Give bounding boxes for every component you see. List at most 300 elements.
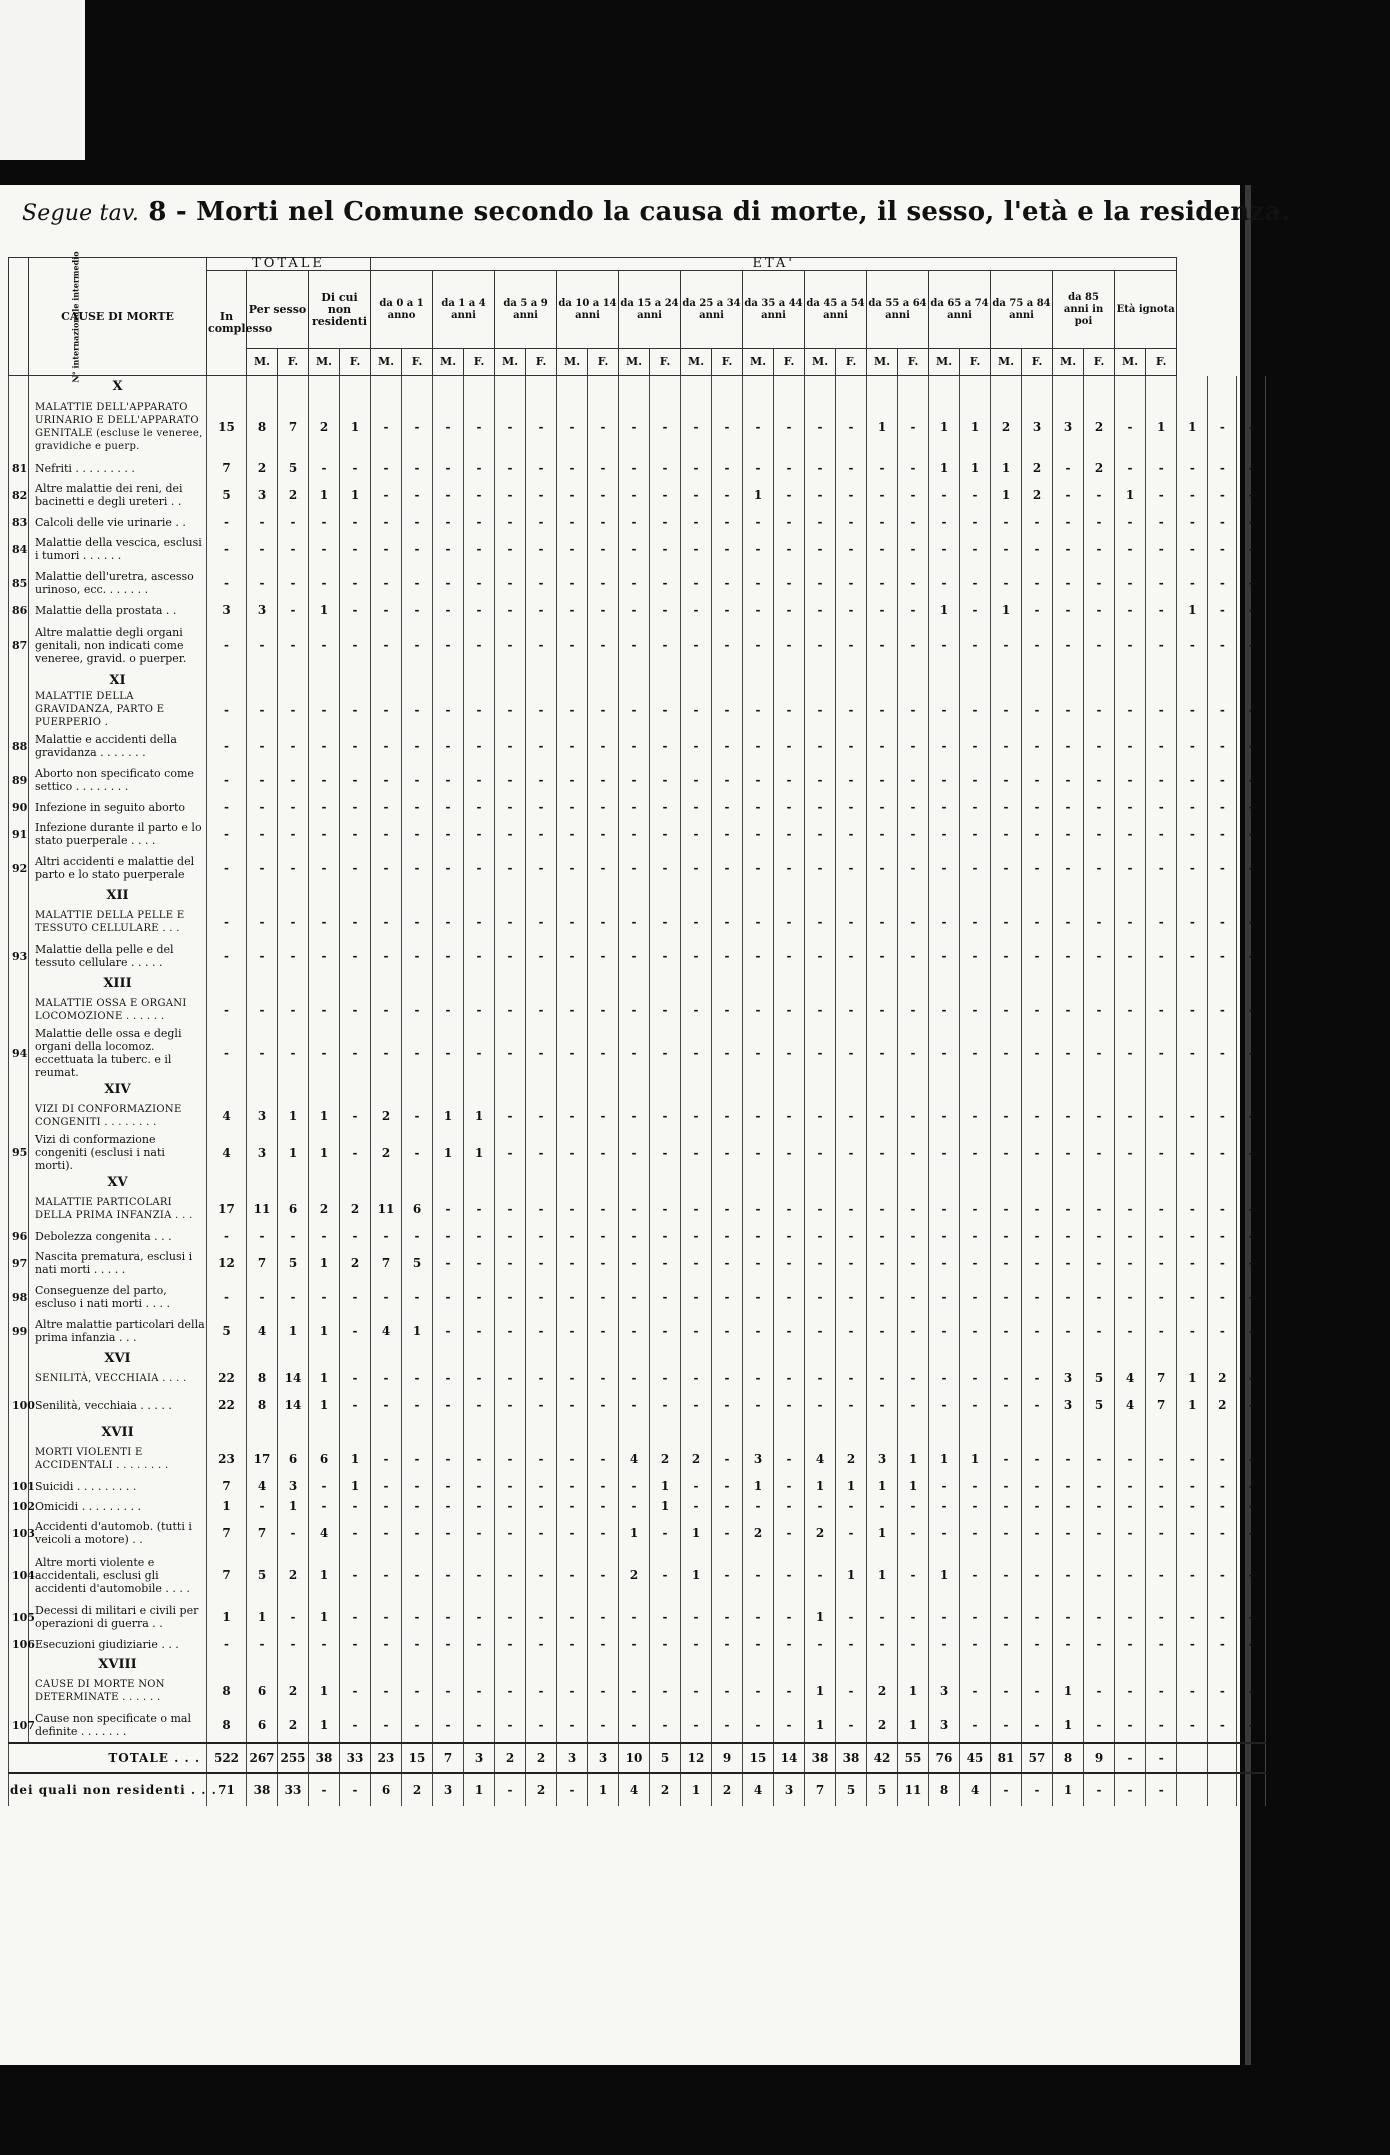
value-cell: -	[836, 993, 867, 1027]
value-cell: -	[650, 1027, 681, 1079]
value-cell	[867, 376, 898, 397]
row-number	[9, 1368, 29, 1388]
value-cell	[1115, 1079, 1146, 1099]
value-cell: -	[1084, 905, 1115, 939]
row-number	[9, 1172, 29, 1192]
value-cell: -	[464, 1600, 495, 1634]
chapter-row	[9, 1348, 1266, 1368]
value-cell: 1	[960, 1442, 991, 1476]
table-row	[9, 1634, 1266, 1654]
value-cell: -	[836, 566, 867, 600]
value-cell: -	[619, 1099, 650, 1133]
cause-label: Malattie e accidenti della gravidanza . . . . . . .	[29, 729, 207, 763]
value-cell: -	[774, 512, 805, 532]
value-cell	[207, 670, 247, 690]
value-cell: -	[867, 1027, 898, 1079]
value-cell	[619, 1422, 650, 1442]
value-cell: -	[991, 851, 1022, 885]
value-cell	[805, 376, 836, 397]
value-cell: -	[1115, 1246, 1146, 1280]
value-cell: -	[1208, 458, 1237, 478]
value-cell: -	[464, 763, 495, 797]
value-cell	[464, 1348, 495, 1368]
value-cell: -	[898, 1314, 929, 1348]
value-cell	[247, 376, 278, 397]
cause-column-header: CAUSE DI MORTE	[29, 258, 207, 376]
value-cell	[1084, 973, 1115, 993]
value-cell: 7	[207, 458, 247, 478]
value-cell: -	[526, 1442, 557, 1476]
value-cell	[681, 973, 712, 993]
value-cell	[309, 1079, 340, 1099]
value-cell: -	[557, 458, 588, 478]
value-cell: 2	[278, 1708, 309, 1743]
chapter-row	[9, 1172, 1266, 1192]
value-cell: -	[898, 1133, 929, 1172]
value-cell: -	[898, 600, 929, 620]
row-number: 95	[9, 1133, 29, 1172]
value-cell: -	[774, 1226, 805, 1246]
value-cell: -	[1146, 1246, 1177, 1280]
value-cell: -	[1237, 512, 1266, 532]
value-cell: -	[278, 797, 309, 817]
value-cell: -	[681, 1674, 712, 1708]
value-cell: -	[712, 797, 743, 817]
value-cell: -	[991, 1516, 1022, 1550]
row-number: 83	[9, 512, 29, 532]
cause-label: Decessi di militari e civili per operazioni di guerra . .	[29, 1600, 207, 1634]
value-cell: -	[1237, 1550, 1266, 1600]
value-cell	[557, 1172, 588, 1192]
value-cell: -	[588, 1314, 619, 1348]
value-cell: 8	[1053, 1743, 1084, 1773]
value-cell: -	[526, 1027, 557, 1079]
value-cell: 1	[402, 1314, 433, 1348]
value-cell: -	[464, 1226, 495, 1246]
value-cell: -	[929, 763, 960, 797]
value-cell: -	[371, 600, 402, 620]
value-cell: -	[557, 905, 588, 939]
value-cell: -	[371, 729, 402, 763]
value-cell: 1	[681, 1516, 712, 1550]
value-cell: -	[433, 600, 464, 620]
value-cell: -	[1022, 729, 1053, 763]
value-cell	[340, 1654, 371, 1674]
value-cell: -	[1208, 512, 1237, 532]
value-cell: -	[929, 478, 960, 512]
row-number	[9, 993, 29, 1027]
value-cell: 2	[1022, 478, 1053, 512]
value-cell: -	[588, 851, 619, 885]
table-row	[9, 817, 1266, 851]
value-cell: -	[1053, 1280, 1084, 1314]
value-cell: -	[774, 620, 805, 670]
value-cell: 22	[207, 1368, 247, 1388]
value-cell: 1	[805, 1708, 836, 1743]
table-row	[9, 763, 1266, 797]
age-group-header: da 0 a 1 anno	[371, 271, 433, 349]
value-cell	[1022, 1654, 1053, 1674]
value-cell: 3	[774, 1773, 805, 1806]
row-number: 96	[9, 1226, 29, 1246]
value-cell: -	[867, 620, 898, 670]
value-cell	[247, 1348, 278, 1368]
value-cell	[836, 1172, 867, 1192]
value-cell: -	[650, 1600, 681, 1634]
value-cell: 2	[619, 1550, 650, 1600]
value-cell: -	[991, 1027, 1022, 1079]
value-cell	[433, 1422, 464, 1442]
value-cell: 1	[278, 1496, 309, 1516]
value-cell: 7	[805, 1773, 836, 1806]
value-cell: -	[1115, 690, 1146, 729]
value-cell: -	[588, 1516, 619, 1550]
value-cell	[1177, 1079, 1208, 1099]
value-cell	[743, 885, 774, 905]
value-cell: -	[1237, 566, 1266, 600]
value-cell: -	[929, 797, 960, 817]
value-cell: -	[681, 566, 712, 600]
value-cell: -	[495, 729, 526, 763]
num-column-header: N° internazionale intermedio	[9, 258, 29, 376]
value-cell: -	[960, 763, 991, 797]
value-cell: 1	[207, 1496, 247, 1516]
value-cell: -	[1022, 600, 1053, 620]
value-cell: -	[960, 1027, 991, 1079]
value-cell	[650, 1348, 681, 1368]
value-cell: -	[1053, 1600, 1084, 1634]
value-cell	[805, 1654, 836, 1674]
value-cell: -	[1146, 1226, 1177, 1246]
table-row	[9, 851, 1266, 885]
value-cell: -	[433, 1674, 464, 1708]
value-cell: -	[402, 532, 433, 566]
value-cell: -	[495, 1516, 526, 1550]
value-cell	[207, 1422, 247, 1442]
value-cell	[898, 1172, 929, 1192]
value-cell	[1177, 1743, 1208, 1773]
value-cell: -	[867, 512, 898, 532]
value-cell: -	[495, 620, 526, 670]
value-cell: -	[1146, 1314, 1177, 1348]
value-cell: -	[247, 817, 278, 851]
value-cell: 1	[247, 1600, 278, 1634]
value-cell: -	[1084, 1600, 1115, 1634]
value-cell: -	[495, 566, 526, 600]
value-cell: -	[991, 1550, 1022, 1600]
value-cell: -	[619, 1496, 650, 1516]
row-number	[9, 1099, 29, 1133]
female-header: F.	[836, 349, 867, 376]
value-cell: -	[991, 1133, 1022, 1172]
value-cell: -	[588, 1246, 619, 1280]
value-cell: 5	[836, 1773, 867, 1806]
value-cell: -	[433, 1027, 464, 1079]
value-cell: -	[1146, 1600, 1177, 1634]
value-cell: 1	[278, 1133, 309, 1172]
value-cell: 3	[588, 1743, 619, 1773]
value-cell: -	[1146, 1280, 1177, 1314]
value-cell: -	[774, 1133, 805, 1172]
value-cell: -	[805, 729, 836, 763]
value-cell	[1084, 1422, 1115, 1442]
value-cell: -	[619, 993, 650, 1027]
value-cell: -	[650, 600, 681, 620]
value-cell: -	[898, 1099, 929, 1133]
value-cell	[247, 1654, 278, 1674]
value-cell	[464, 973, 495, 993]
value-cell	[588, 885, 619, 905]
value-cell	[898, 376, 929, 397]
value-cell	[1208, 670, 1237, 690]
value-cell	[960, 885, 991, 905]
value-cell: -	[588, 1388, 619, 1422]
value-cell: -	[774, 1496, 805, 1516]
value-cell: -	[588, 1600, 619, 1634]
row-number	[9, 396, 29, 458]
value-cell	[402, 1079, 433, 1099]
value-cell: -	[650, 1226, 681, 1246]
value-cell: -	[309, 458, 340, 478]
value-cell: 1	[1177, 1368, 1208, 1388]
value-cell: -	[588, 1708, 619, 1743]
value-cell: -	[309, 512, 340, 532]
value-cell	[681, 1348, 712, 1368]
value-cell: -	[929, 939, 960, 973]
value-cell	[743, 1654, 774, 1674]
value-cell: -	[1053, 1550, 1084, 1600]
value-cell: -	[433, 1280, 464, 1314]
value-cell: -	[712, 1600, 743, 1634]
value-cell: -	[340, 1027, 371, 1079]
value-cell: -	[340, 1280, 371, 1314]
value-cell: -	[371, 905, 402, 939]
value-cell: -	[1084, 1708, 1115, 1743]
row-number	[9, 690, 29, 729]
value-cell: -	[526, 512, 557, 532]
value-cell: -	[774, 566, 805, 600]
value-cell: -	[526, 1368, 557, 1388]
value-cell	[712, 1172, 743, 1192]
table-row	[9, 1600, 1266, 1634]
value-cell: -	[774, 729, 805, 763]
value-cell	[619, 1348, 650, 1368]
value-cell: -	[371, 566, 402, 600]
table-row	[9, 905, 1266, 939]
value-cell: -	[464, 1708, 495, 1743]
value-cell: -	[805, 1634, 836, 1654]
value-cell	[1177, 1773, 1208, 1806]
value-cell: -	[588, 1027, 619, 1079]
value-cell: -	[805, 478, 836, 512]
value-cell: -	[836, 1674, 867, 1708]
value-cell: -	[495, 1099, 526, 1133]
value-cell: -	[433, 532, 464, 566]
value-cell: -	[991, 1600, 1022, 1634]
value-cell	[278, 1348, 309, 1368]
value-cell	[1053, 1422, 1084, 1442]
value-cell: -	[1208, 763, 1237, 797]
value-cell: -	[207, 939, 247, 973]
value-cell: -	[1084, 1226, 1115, 1246]
value-cell	[340, 376, 371, 397]
value-cell: -	[867, 566, 898, 600]
value-cell: -	[836, 1708, 867, 1743]
value-cell: -	[588, 690, 619, 729]
value-cell: -	[743, 729, 774, 763]
cause-label: Vizi di conformazione congeniti (esclusi i nati morti).	[29, 1133, 207, 1172]
value-cell: -	[557, 1708, 588, 1743]
value-cell: -	[1237, 1099, 1266, 1133]
value-cell: -	[588, 817, 619, 851]
value-cell: -	[1022, 1773, 1053, 1806]
value-cell: 7	[247, 1246, 278, 1280]
value-cell: -	[650, 1550, 681, 1600]
value-cell	[650, 973, 681, 993]
value-cell: -	[898, 620, 929, 670]
value-cell: -	[898, 690, 929, 729]
value-cell: -	[1053, 1133, 1084, 1172]
value-cell: -	[1084, 1634, 1115, 1654]
value-cell	[712, 1079, 743, 1099]
value-cell: 15	[743, 1743, 774, 1773]
table-row	[9, 1099, 1266, 1133]
value-cell: -	[681, 478, 712, 512]
value-cell	[619, 1172, 650, 1192]
table-row	[9, 729, 1266, 763]
value-cell: 1	[309, 1246, 340, 1280]
value-cell: -	[402, 396, 433, 458]
value-cell	[1053, 1348, 1084, 1368]
value-cell: -	[371, 993, 402, 1027]
value-cell: -	[960, 1192, 991, 1226]
value-cell	[650, 1654, 681, 1674]
value-cell: -	[991, 1708, 1022, 1743]
value-cell: -	[1237, 478, 1266, 512]
value-cell: -	[1053, 512, 1084, 532]
value-cell: -	[1177, 1192, 1208, 1226]
value-cell: -	[495, 939, 526, 973]
value-cell: -	[1237, 1246, 1266, 1280]
value-cell: -	[836, 1634, 867, 1654]
table-row	[9, 1192, 1266, 1226]
value-cell: 81	[991, 1743, 1022, 1773]
value-cell: -	[619, 1226, 650, 1246]
table-row	[9, 1388, 1266, 1422]
value-cell: 42	[867, 1743, 898, 1773]
value-cell: -	[557, 1600, 588, 1634]
value-cell	[805, 1079, 836, 1099]
value-cell: -	[247, 993, 278, 1027]
value-cell	[1146, 376, 1177, 397]
value-cell: -	[1146, 1708, 1177, 1743]
row-number	[9, 670, 29, 690]
value-cell: -	[960, 1314, 991, 1348]
value-cell: -	[526, 458, 557, 478]
value-cell	[836, 376, 867, 397]
value-cell	[247, 670, 278, 690]
value-cell: -	[464, 478, 495, 512]
value-cell: -	[207, 620, 247, 670]
value-cell: -	[495, 1708, 526, 1743]
value-cell: -	[526, 1516, 557, 1550]
table-row	[9, 566, 1266, 600]
value-cell	[774, 1422, 805, 1442]
value-cell: -	[402, 1496, 433, 1516]
value-cell: -	[278, 1027, 309, 1079]
value-cell: -	[1146, 729, 1177, 763]
value-cell: -	[1237, 851, 1266, 885]
value-cell	[526, 1079, 557, 1099]
value-cell: -	[929, 851, 960, 885]
value-cell	[278, 670, 309, 690]
value-cell: -	[619, 690, 650, 729]
value-cell: -	[464, 1027, 495, 1079]
cause-label: Malattie della prostata . .	[29, 600, 207, 620]
value-cell: 1	[309, 600, 340, 620]
value-cell	[836, 1079, 867, 1099]
value-cell	[898, 885, 929, 905]
value-cell	[464, 670, 495, 690]
value-cell: -	[681, 532, 712, 566]
value-cell: -	[557, 600, 588, 620]
value-cell: -	[1208, 1099, 1237, 1133]
value-cell: -	[1115, 1476, 1146, 1496]
value-cell	[464, 1172, 495, 1192]
table-row	[9, 1442, 1266, 1476]
value-cell: -	[278, 566, 309, 600]
value-cell: -	[991, 1192, 1022, 1226]
value-cell: -	[526, 1133, 557, 1172]
value-cell: -	[712, 458, 743, 478]
row-number: 94	[9, 1027, 29, 1079]
value-cell	[960, 973, 991, 993]
value-cell: -	[1084, 620, 1115, 670]
value-cell: -	[774, 458, 805, 478]
value-cell: 4	[743, 1773, 774, 1806]
value-cell: -	[247, 1226, 278, 1246]
value-cell: -	[340, 1226, 371, 1246]
value-cell	[1022, 973, 1053, 993]
table-row	[9, 1708, 1266, 1743]
value-cell	[309, 885, 340, 905]
value-cell: -	[650, 396, 681, 458]
value-cell: -	[1115, 993, 1146, 1027]
value-cell: -	[1208, 1496, 1237, 1516]
value-cell: -	[1146, 1634, 1177, 1654]
value-cell: -	[681, 763, 712, 797]
value-cell: -	[278, 763, 309, 797]
value-cell: -	[1022, 1442, 1053, 1476]
value-cell: -	[1177, 729, 1208, 763]
cause-label: Suicidi . . . . . . . . .	[29, 1476, 207, 1496]
value-cell: 1	[340, 1476, 371, 1496]
value-cell: -	[433, 566, 464, 600]
value-cell: -	[1084, 1246, 1115, 1280]
value-cell	[619, 1079, 650, 1099]
value-cell: 4	[1115, 1388, 1146, 1422]
value-cell	[464, 376, 495, 397]
value-cell	[991, 1172, 1022, 1192]
row-number: 101	[9, 1476, 29, 1496]
value-cell: -	[588, 458, 619, 478]
cause-label: MALATTIE DELLA PELLE E TESSUTO CELLULARE . . .	[29, 905, 207, 939]
value-cell	[991, 1422, 1022, 1442]
value-cell: 1	[1146, 396, 1177, 458]
value-cell: -	[898, 1368, 929, 1388]
value-cell: -	[743, 1027, 774, 1079]
value-cell: -	[1053, 1226, 1084, 1246]
